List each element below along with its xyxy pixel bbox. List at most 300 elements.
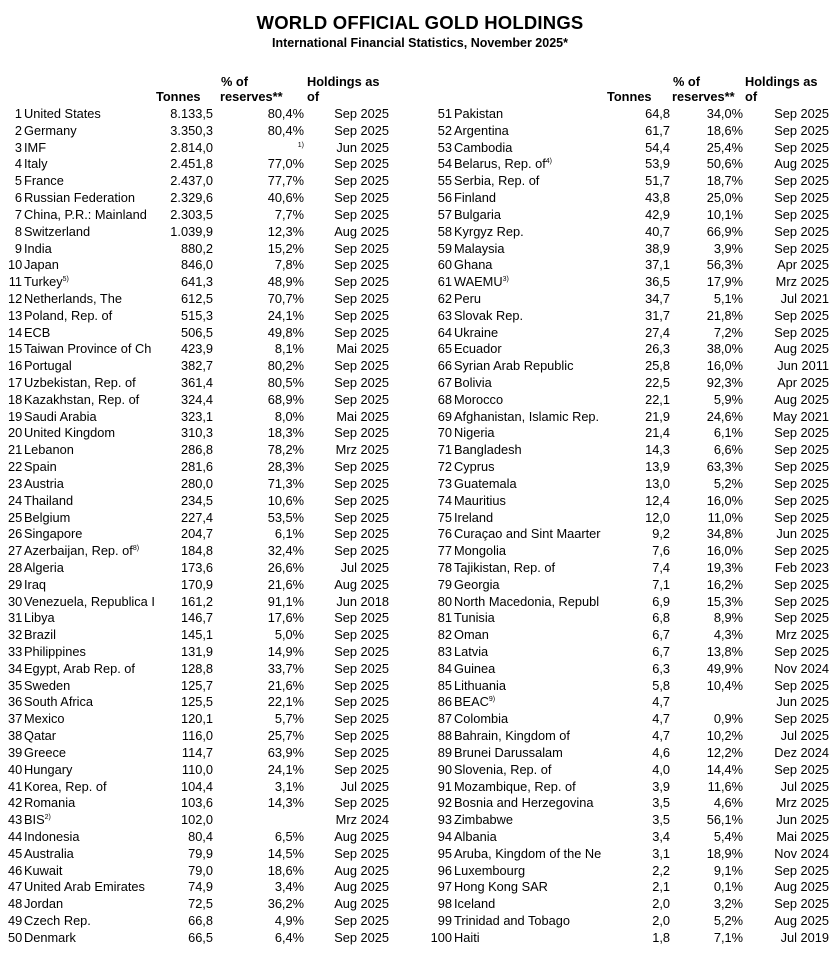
country-name: Kazakhstan, Rep. of [24,391,140,407]
pct-reserves-cell [275,930,304,947]
table-row [420,257,829,274]
pct-value: 0,9% [713,711,743,727]
country-name: Algeria [24,559,64,575]
pct-value: 22,1% [267,694,304,710]
tonnes-cell: 310,3 [180,425,213,441]
country-name: Guinea [454,660,496,676]
tonnes-cell: 114,7 [181,744,213,760]
holdings-date-cell: Mai 2025 [336,341,389,357]
pct-reserves-cell [707,341,743,358]
country-cell [24,140,160,157]
country-name: Morocco [454,391,504,407]
rank-cell: 71 [437,442,452,458]
table-header [8,72,393,106]
table-row [420,526,829,543]
pct-value: 70,7% [267,290,304,306]
country-name: Nigeria [454,425,495,441]
country-cell [24,644,160,661]
tonnes-cell: 641,3 [180,274,213,290]
pct-value: 13,8% [706,644,743,659]
table-row [420,896,829,913]
country-name: Mexico [24,711,65,727]
country-name: Mongolia [454,543,506,559]
rank-cell: 59 [437,240,452,256]
country-cell [454,173,610,190]
rank-cell: 46 [8,862,23,878]
table-row [8,190,408,207]
rank-cell: 9 [14,240,22,256]
country-cell [454,493,610,510]
rank-cell: 11 [8,274,22,290]
rank-cell: 66 [437,358,452,374]
country-name: Latvia [454,644,489,659]
holdings-date-cell: Sep 2025 [334,913,389,928]
tonnes-cell: 72,5 [188,896,213,912]
tonnes-cell: 1.039,9 [170,223,213,239]
pct-reserves-cell [275,711,304,728]
rank-cell: 54 [437,156,452,172]
holdings-date-cell: Sep 2025 [774,761,829,777]
pct-reserves-cell [714,896,743,913]
table-row [420,627,829,644]
pct-reserves-cell [268,375,304,392]
pct-value: 21,8% [706,307,743,323]
country-cell [454,829,610,846]
pct-reserves-cell [268,577,304,594]
country-name: Denmark [24,929,76,945]
pct-value: 11,6% [707,778,743,794]
pct-value: 10,6% [267,492,304,508]
rank-cell: 73 [437,475,452,491]
country-cell [454,779,610,796]
rank-cell: 96 [437,862,452,878]
pct-value: 12,3% [267,223,304,239]
table-row [420,795,829,812]
table-row [8,913,408,930]
pct-reserves-cell [268,106,304,123]
holdings-date-cell: Sep 2025 [774,610,829,626]
country-cell [24,879,160,896]
tonnes-cell: 6,8 [652,610,670,626]
pct-reserves-cell [275,829,304,846]
holdings-date-cell: Sep 2025 [774,307,829,323]
country-cell [454,106,610,123]
table-row [420,274,829,291]
holdings-header-line1: Holdings as [307,74,380,89]
pct-value: 33,7% [267,660,304,676]
country-name: Hong Kong SAR [454,879,548,895]
table-row [420,173,829,190]
country-name: Iceland [454,896,496,912]
holdings-date-cell: Sep 2025 [334,375,389,390]
pct-reserves-cell [268,610,304,627]
country-cell [454,207,610,224]
tonnes-cell: 184,8 [180,543,213,559]
rank-cell: 50 [8,929,23,945]
holdings-date-cell: Sep 2025 [774,475,829,491]
table-row [8,594,408,611]
pct-value: 7,8% [274,257,304,273]
pct-value: 78,2% [267,442,304,458]
country-cell [24,930,160,947]
pct-value: 8,0% [274,408,304,424]
table-row [420,190,829,207]
pct-reserves-cell [268,896,304,913]
country-cell [454,510,610,527]
pct-reserves-cell [275,341,304,358]
pct-reserves-cell [707,358,743,375]
rank-cell: 25 [8,509,23,525]
holdings-date-cell: Apr 2025 [777,375,829,390]
holdings-date-cell: Jun 2018 [336,593,389,609]
country-cell [24,274,160,291]
holdings-date-cell: Sep 2025 [334,543,389,559]
pct-reserves-cell [275,207,304,224]
table-row [8,207,408,224]
pct-value: 48,9% [267,274,304,290]
pct-value: 9,1% [713,862,743,878]
rank-cell: 57 [437,206,452,222]
tonnes-cell: 361,4 [180,375,213,390]
country-name: Portugal [24,358,72,374]
rank-cell: 47 [8,879,23,895]
pct-value: 14,5% [267,845,304,861]
holdings-date-cell: Sep 2025 [334,845,389,861]
tonnes-cell: 234,5 [180,492,213,508]
country-cell [24,762,160,779]
pct-reserves-cell [268,425,304,442]
page-title: WORLD OFFICIAL GOLD HOLDINGS [256,12,584,33]
table-row [420,711,829,728]
pct-reserves-cell [268,392,304,409]
pct-reserves-cell [707,493,743,510]
tonnes-cell: 204,7 [180,526,213,542]
country-name: Korea, Rep. of [24,778,107,794]
holdings-date-cell: Apr 2025 [777,257,829,273]
pct-value: 24,6% [706,408,743,424]
holdings-date-cell: Aug 2025 [334,828,389,844]
table-row [8,358,408,375]
country-name: Ecuador [454,341,502,357]
pct-value: 77,0% [267,156,304,172]
country-cell [24,476,160,493]
table-row [420,862,829,880]
rank-cell: 93 [437,812,452,828]
country-name: Bolivia [454,375,492,390]
rank-cell: 88 [437,728,452,744]
country-cell [454,930,610,947]
holdings-date-cell: Sep 2025 [334,627,389,643]
table-row [420,660,829,678]
table-row [420,223,829,241]
country-cell [454,913,610,930]
rank-cell: 13 [8,307,23,323]
pct-value: 3,9% [713,240,743,256]
tonnes-cell: 14,3 [645,442,670,458]
holdings-date-cell: Sep 2025 [334,492,389,508]
right-table [420,72,835,947]
tonnes-cell: 173,6 [180,559,213,575]
table-row [8,291,408,308]
country-cell [454,543,610,560]
holdings-date-cell: Aug 2025 [334,223,389,239]
table-row [420,694,829,711]
country-cell [454,745,610,762]
country-name: Switzerland [24,223,91,239]
country-name: Serbia, Rep. of [454,173,540,189]
table-row [420,475,829,493]
country-name: Tajikistan, Rep. of [454,559,556,575]
country-name: Qatar [24,728,57,744]
table-row [8,173,408,190]
country-cell [24,745,160,762]
table-row [8,409,408,426]
table-row [420,593,829,611]
tonnes-cell: 3,5 [652,812,670,828]
pct-value: 56,3% [706,257,743,273]
tonnes-cell: 4,7 [652,694,670,710]
pct-reserves-cell [268,661,304,678]
pct-reserves-cell [268,274,304,291]
rank-cell: 89 [437,744,452,760]
country-cell [24,392,160,409]
country-cell [24,173,160,190]
rank-cell: 65 [437,341,452,357]
pct-reserves-cell [707,812,743,829]
country-name: Greece [24,744,66,760]
country-name: Finland [454,190,496,206]
pct-reserves-cell [275,409,304,426]
country-cell [24,694,160,711]
pct-reserves-cell [268,745,304,762]
tonnes-cell: 6,9 [652,593,670,609]
tonnes-cell: 21,4 [645,425,670,441]
tonnes-cell: 102,0 [180,812,213,828]
holdings-date-cell: Sep 2025 [334,106,389,121]
pct-value: 24,1% [267,307,304,323]
table-row [8,610,408,627]
rank-cell: 79 [437,576,452,592]
pct-value: 8,9% [713,610,743,626]
tonnes-cell: 13,0 [645,475,670,491]
country-name: Bangladesh [454,442,522,458]
page-subtitle: International Financial Statistics, November 2025* [272,36,568,50]
holdings-date-cell: Sep 2025 [334,711,389,727]
pct-reserves-cell [707,156,743,173]
rank-cell: 27 [8,543,23,559]
holdings-date-cell: Sep 2025 [334,257,389,273]
tonnes-cell: 612,5 [180,290,213,306]
country-cell [24,661,160,678]
rank-cell: 15 [8,341,23,357]
tonnes-cell: 125,5 [180,694,213,710]
tonnes-cell: 66,8 [188,913,213,928]
pct-value: 24,1% [267,761,304,777]
tonnes-cell: 2,0 [652,896,670,912]
country-name: Afghanistan, Islamic Rep. [454,408,600,424]
country-cell [24,123,160,140]
country-name: Azerbaijan, Rep. of [24,543,133,559]
rank-cell: 42 [8,795,23,811]
country-cell [24,241,160,258]
country-cell [454,341,610,358]
pct-reserves-cell [268,173,304,190]
pct-reserves-cell [707,762,743,779]
country-name: Argentina [454,122,509,138]
country-cell [24,526,160,543]
country-name: Sweden [24,677,71,693]
pct-reserves-cell [707,409,743,426]
pct-value: 5,7% [274,711,304,727]
holdings-date-cell: Sep 2025 [334,795,389,811]
country-cell [454,846,610,863]
pct-value: 6,6% [713,442,743,458]
tonnes-cell: 880,2 [180,240,213,256]
country-cell [24,106,160,123]
tonnes-cell: 53,9 [645,156,670,172]
country-cell [454,762,610,779]
rank-cell: 85 [437,677,452,693]
holdings-date-cell: Sep 2025 [774,644,829,659]
pct-value: 4,6% [713,795,743,811]
holdings-header-line1: Holdings as [745,74,818,89]
pct-value: 53,5% [267,509,304,525]
pct-value: 36,2% [267,896,304,912]
table-body [420,106,829,947]
table-row [8,224,408,241]
rank-cell: 5 [14,173,22,189]
holdings-date-cell: Jul 2025 [340,778,389,794]
country-cell [454,190,610,207]
pct-reserves-cell [707,173,743,190]
country-cell [24,442,160,459]
holdings-date-cell: Sep 2025 [774,324,829,340]
holdings-date-cell: Sep 2025 [334,677,389,693]
holdings-date-cell: Sep 2025 [334,307,389,323]
table-header [420,72,835,106]
table-row [8,560,408,577]
country-name: Iraq [24,576,47,592]
table-row [8,341,408,358]
pct-reserves-cell [268,644,304,661]
pct-value: 50,6% [706,156,743,172]
table-row [8,156,408,173]
rank-cell: 80 [437,593,452,609]
country-cell [454,425,610,442]
country-cell [454,241,610,258]
pct-reserves-cell [268,493,304,510]
tonnes-cell: 79,0 [188,862,213,878]
country-name: Uzbekistan, Rep. of [24,375,136,390]
pct-reserves-cell [714,627,743,644]
holdings-date-cell: Sep 2025 [774,459,829,475]
pct-value: 21,6% [267,677,304,693]
pct-value: 5,2% [713,475,743,491]
rank-cell: 56 [437,190,452,206]
country-cell [454,644,610,661]
rank-cell: 75 [437,509,452,525]
holdings-date-cell: Sep 2025 [334,391,389,407]
pct-value: 18,6% [267,862,304,878]
pct-reserves-cell [268,123,304,140]
country-cell [454,661,610,678]
country-cell [24,863,160,880]
tonnes-cell: 103,6 [180,795,213,811]
table-row [8,812,408,829]
table-row [420,644,829,661]
country-cell [24,156,160,173]
country-cell [454,392,610,409]
tonnes-cell: 6,3 [652,660,670,676]
tonnes-cell: 80,4 [188,828,213,844]
rank-cell: 36 [8,694,23,710]
pct-reserves-cell [275,257,304,274]
tonnes-cell: 120,1 [180,711,213,727]
pct-reserves-cell [268,308,304,325]
table-row [8,493,408,510]
pct-reserves-cell [707,207,743,224]
country-cell [454,678,610,695]
table-row [8,325,408,342]
table-row [420,492,829,510]
holdings-date-cell: Sep 2025 [334,274,389,290]
rank-cell: 29 [8,576,23,592]
tonnes-cell: 54,4 [645,139,670,155]
pct-value: 71,3% [267,475,304,491]
pct-header-line2: reserves** [220,89,283,104]
pct-reserves-cell [707,224,743,241]
table-row [8,425,408,442]
table-row [8,779,408,796]
pct-value: 17,9% [706,274,743,290]
country-name: Russian Federation [24,190,135,206]
tonnes-cell: 64,8 [645,106,670,121]
pct-reserves-cell [268,594,304,611]
pct-value: 10,2% [706,728,743,744]
tonnes-cell: 2.303,5 [170,206,213,222]
rank-cell: 26 [8,526,23,542]
country-cell [454,711,610,728]
pct-value: 91,1% [267,593,304,609]
country-cell [24,325,160,342]
tonnes-cell: 324,4 [180,391,213,407]
country-cell [24,795,160,812]
holdings-date-cell: Sep 2025 [334,173,389,189]
country-name: Venezuela, Republica I [24,593,155,609]
tonnes-cell: 31,7 [645,307,670,323]
pct-value: 38,0% [706,341,743,357]
country-name: Pakistan [454,106,504,121]
country-name: Malaysia [454,240,505,256]
tonnes-cell: 74,9 [188,879,213,895]
footnote-marker: 2) [44,814,51,822]
pct-reserves-cell [707,274,743,291]
country-cell [454,560,610,577]
table-row [420,509,829,527]
rank-cell: 44 [8,828,23,844]
tonnes-cell: 27,4 [645,324,670,340]
holdings-date-cell: Sep 2025 [334,206,389,222]
pct-value: 40,6% [267,190,304,206]
table-row [8,241,408,258]
rank-cell: 7 [14,206,22,222]
holdings-date-cell: Jun 2025 [776,812,829,828]
pct-reserves-cell [707,846,743,863]
table-row [420,610,829,627]
pct-reserves-cell [707,526,743,543]
holdings-date-cell: Sep 2025 [334,728,389,744]
country-name: Hungary [24,761,73,777]
